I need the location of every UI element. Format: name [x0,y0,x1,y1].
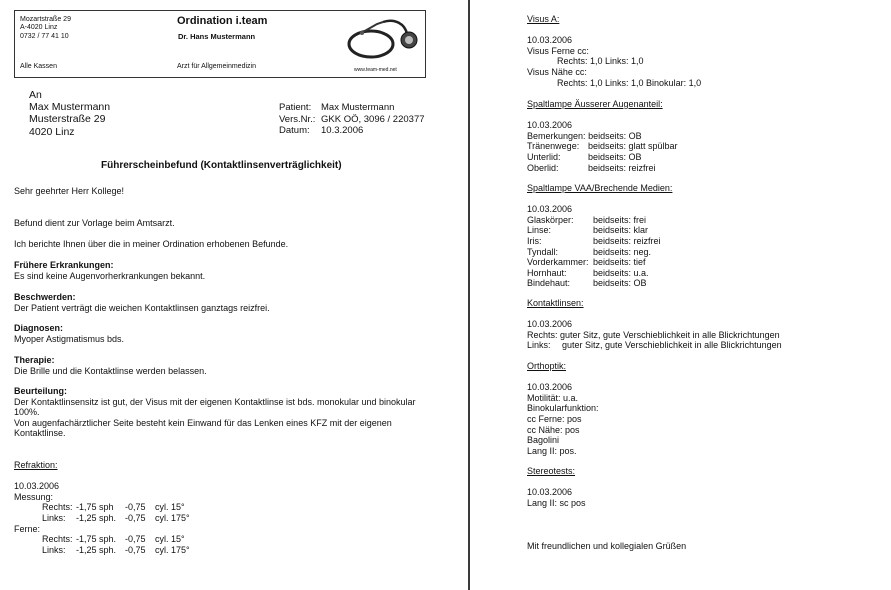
intro-line: Ich berichte Ihnen über die in meiner Ordination erhobenen Befunde. [14,239,289,249]
finding-row [527,278,672,289]
finding-value: beidseits: neg. [593,246,652,257]
insurance-number-label: Vers.Nr.: [279,113,316,125]
axis-value: cyl. 175° [155,544,190,555]
finding-label: Tränenwege: [527,141,580,152]
finding-label: Iris: [527,235,542,246]
finding-line: cc Nähe: pos [527,424,580,435]
stethoscope-icon [343,14,423,64]
finding-label: Glaskörper: [527,214,574,225]
phone-number: 0732 / 77 41 10 [20,32,69,40]
section-text: Von augenfachärztlicher Seite besteht kein Einwand für das Lenken eines KFZ mit der eigenen Kontaktlinse. [14,417,392,439]
section-heading: Beurteilung: [14,386,67,396]
distance-label: Ferne: [14,523,41,534]
finding-value: beidseits: OB [588,130,642,141]
finding-value: beidseits: u.a. [593,267,649,278]
refraction-row [14,545,190,556]
finding-row [527,340,782,351]
finding-row [527,257,672,268]
insurance-note: Alle Kassen [20,63,57,70]
exam-date: 10.03.2006 [527,487,573,498]
finding-row [527,131,678,142]
section-heading: Diagnosen: [14,323,64,333]
section-visual-acuity [527,14,701,88]
patient-info [279,102,425,137]
cylinder-value: -0,75 [125,512,146,523]
section-text: Der Kontaktlinsensitz ist gut, der Visus mit der eigenen Kontaktlinse ist bds. monokular und binokular 100%. [14,396,416,418]
recipient-prefix: An [29,89,42,101]
axis-value: cyl. 15° [155,534,185,545]
axis-value: cyl. 15° [155,502,185,513]
finding-line: Lang II: pos. [527,445,577,456]
document-title: Führerscheinbefund (Kontaktlinsenverträglichkeit) [101,160,342,171]
measurement-date: 10.03.2006 [14,481,60,492]
section-complaints [14,292,270,313]
finding-line: Lang II: sc pos [527,497,586,508]
sphere-value: -1,75 sph [76,502,114,513]
finding-label: Linse: [527,225,552,236]
exam-date: 10.03.2006 [527,120,573,131]
finding-row [527,330,782,341]
section-slit-lamp-outer [527,99,678,173]
section-heading: Spaltlampe VAA/Brechende Medien: [527,183,673,193]
section-heading: Visus A: [527,14,560,24]
clinic-address [20,16,71,41]
finding-row [527,247,672,258]
clinic-name: Ordination i.team [177,15,268,27]
closing-greeting: Mit freundlichen und kollegialen Grüßen [527,541,687,551]
distance-acuity-value: Rechts: 1,0 Links: 1,0 [557,56,644,67]
eye-label: Rechts: [42,502,73,513]
refraction-row [14,534,190,545]
finding-value: beidseits: reizfrei [593,235,661,246]
section-contact-lenses [527,298,782,351]
page-divider [468,0,470,590]
finding-row [527,152,678,163]
eye-label: Links: [42,512,66,523]
measurement-label: Messung: [14,491,54,502]
near-acuity-value: Rechts: 1,0 Links: 1,0 Binokular: 1,0 [557,77,702,88]
refraction-row [14,513,190,524]
section-heading: Orthoptik: [527,361,567,371]
sphere-value: -1,25 sph. [76,512,117,523]
section-heading: Therapie: [14,355,55,365]
website: www.team-med.net [354,67,397,73]
section-heading: Stereotests: [527,466,576,476]
finding-line: Binokularfunktion: [527,403,599,414]
finding-label: Bemerkungen: [527,130,586,141]
cylinder-value: -0,75 [125,534,146,545]
date-label: Datum: [279,125,310,136]
letter-date: 10.3.2006 [321,125,364,136]
finding-row [527,268,672,279]
finding-value: beidseits: tief [593,257,646,268]
finding-value: beidseits: glatt spülbar [588,141,678,152]
eye-label: Links: [42,544,66,555]
finding-value: beidseits: OB [588,151,642,162]
address-line: Mozartstraße 29 [20,16,71,23]
section-heading: Kontaktlinsen: [527,298,584,308]
section-heading: Beschwerden: [14,292,76,302]
recipient-block [29,89,110,138]
section-heading: Spaltlampe Äusserer Augenanteil: [527,99,663,109]
section-text: Es sind keine Augenvorherkrankungen bekannt. [14,270,206,281]
section-previous-conditions [14,260,205,281]
finding-row [527,215,672,226]
near-acuity-label: Visus Nähe cc: [527,66,587,77]
intro-line: Befund dient zur Vorlage beim Amtsarzt. [14,218,175,228]
doctor-name: Dr. Hans Mustermann [178,32,256,41]
finding-value: guter Sitz, gute Verschieblichkeit in alle Blickrichtungen [562,340,782,351]
doctor-specialty: Arzt für Allgemeinmedizin [177,63,256,70]
finding-line: Bagolini [527,435,560,446]
cylinder-value: -0,75 [125,502,146,513]
distance-acuity-label: Visus Ferne cc: [527,45,589,56]
finding-label: Tyndall: [527,246,559,257]
section-diagnoses [14,323,124,344]
finding-line: Motilität: u.a. [527,392,579,403]
letterhead [14,10,426,78]
exam-date: 10.03.2006 [527,204,573,215]
sphere-value: -1,75 sph. [76,534,117,545]
finding-row [527,236,672,247]
section-heading: Refraktion: [14,460,58,470]
section-stereo-tests [527,466,586,508]
finding-row [527,163,678,174]
section-refraction [14,460,190,555]
exam-date: 10.03.2006 [527,319,573,330]
sphere-value: -1,25 sph. [76,544,117,555]
axis-value: cyl. 175° [155,512,190,523]
finding-value: beidseits: reizfrei [588,162,656,173]
recipient-name: Max Mustermann [29,101,111,114]
section-text: Myoper Astigmatismus bds. [14,333,125,344]
finding-label: Hornhaut: [527,267,567,278]
finding-value: beidseits: frei [593,214,647,225]
section-text: Der Patient verträgt die weichen Kontaktlinsen ganztags reizfrei. [14,302,270,313]
exam-date: 10.03.2006 [527,382,573,393]
finding-row [527,225,672,236]
finding-label: Bindehaut: [527,278,571,289]
finding-label: Links: [527,340,551,351]
insurance-number: GKK OÖ, 3096 / 220377 [321,113,425,125]
recipient-city: 4020 Linz [29,125,75,138]
section-therapy [14,355,207,376]
finding-label: Unterlid: [527,151,561,162]
refraction-row [14,502,190,513]
patient-name: Max Mustermann [321,102,395,113]
finding-label: Rechts: [527,329,558,340]
address-line: A-4020 Linz [20,24,58,32]
finding-value: beidseits: OB [593,278,647,289]
section-assessment [14,386,434,439]
finding-value: guter Sitz, gute Verschieblichkeit in alle Blickrichtungen [560,329,780,340]
finding-value: beidseits: klar [593,225,649,236]
cylinder-value: -0,75 [125,544,146,555]
eye-label: Rechts: [42,534,73,545]
recipient-street: Musterstraße 29 [29,113,106,126]
section-text: Die Brille und die Kontaktlinse werden belassen. [14,365,207,376]
section-orthoptics [527,361,599,456]
patient-label: Patient: [279,102,312,113]
finding-row [527,141,678,152]
finding-label: Vorderkammer: [527,257,589,268]
exam-date: 10.03.2006 [527,35,573,46]
section-slit-lamp-media [527,183,672,289]
finding-line: cc Ferne: pos [527,413,582,424]
salutation: Sehr geehrter Herr Kollege! [14,186,125,196]
finding-label: Oberlid: [527,162,559,173]
section-heading: Frühere Erkrankungen: [14,260,114,270]
